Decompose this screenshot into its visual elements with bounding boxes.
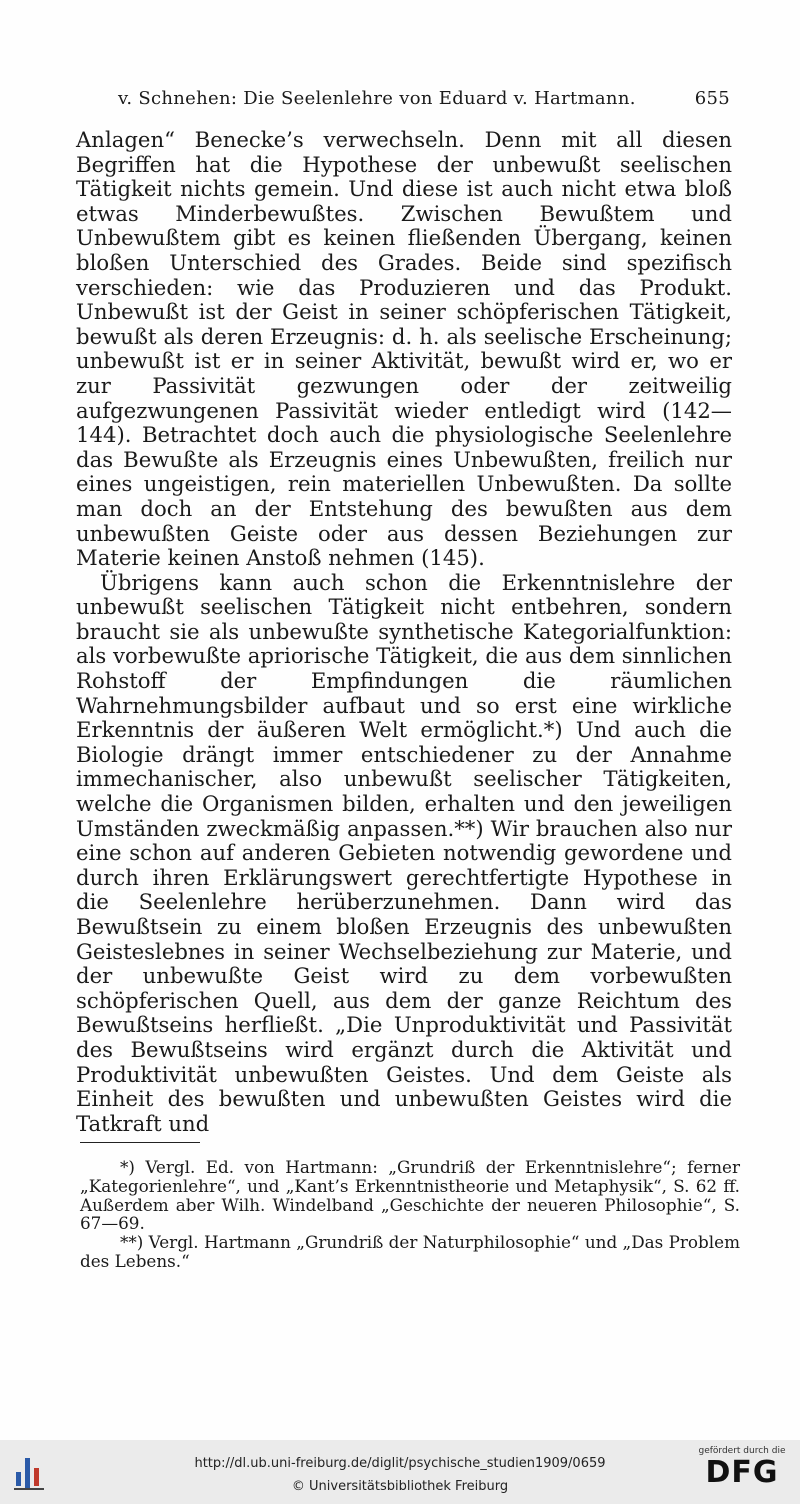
copyright-notice: © Universitätsbibliothek Freiburg: [291, 1479, 509, 1494]
footnote: **) Vergl. Hartmann „Grundriß der Naturphilosophie“ und „Das Problem des Lebens.“: [80, 1232, 740, 1271]
dfg-wordmark: DFG: [705, 1455, 779, 1490]
body-text: [76, 128, 732, 1136]
footnote-rule: [80, 1142, 200, 1143]
running-title: v. Schnehen: Die Seelenlehre von Eduard v. Hartmann.: [118, 88, 636, 109]
paragraph: Anlagen“ Benecke’s verwechseln. Denn mit all diesen Begriffen hat die Hypothese der unbewußt seelischen Tätigkeit nichts gemein. Und diese ist auch nicht etwa bloß etwas Minderbewußtes. Zwischen Bewußtem und Unbewußtem gibt es keinen fließenden Übergang, keinen bloßen Unterschied des Grades. Beide sind spezifisch verschieden: wie das Produzieren und das Produkt. Unbewußt ist der Geist in seiner schöpferischen Tätigkeit, bewußt als deren Erzeugnis: d. h. als seelische Erscheinung; unbewußt ist er in seiner Aktivität, bewußt wird er, wo er zur Passivität gezwungen oder der zeitweilig aufgezwungenen Passivität wieder entledigt wird (142—144). Betrachtet doch auch die physiologische Seelenlehre das Bewußte als Erzeugnis eines Unbewußten, freilich nur eines ungeistigen, rein materiellen Unbewußten. Da sollte man doch an der Entstehung des bewußten aus dem unbewußten Geiste oder aus dessen Beziehungen zur Materie keinen Anstoß nehmen (145).: [76, 127, 732, 571]
dfg-caption: gefördert durch die: [698, 1446, 786, 1456]
paragraph: Übrigens kann auch schon die Erkenntnislehre der unbewußt seelischen Tätigkeit nicht entbehren, sondern braucht sie als unbewußte synthetische Kategorialfunktion: als vorbewußte apriorische Tätigkeit, die aus dem sinnlichen Rohstoff der Empfindungen die räumlichen Wahrnehmungsbilder aufbaut und so erst eine wirkliche Erkenntnis der äußeren Welt ermöglicht.*) Und auch die Biologie drängt immer entschiedener zu der Annahme immechanischer, also unbewußt seelischer Tätigkeiten, welche die Organismen bilden, erhalten und den jeweiligen Umständen zweckmäßig anpassen.**) Wir brauchen also nur eine schon auf anderen Gebieten notwendig gewordene und durch ihren Erklärungswert gerechtfertigte Hypothese in die Seelenlehre herüberzunehmen. Dann wird das Bewußtsein zu einem bloßen Erzeugnis des unbewußten Geisteslebnes in seiner Wechselbeziehung zur Materie, und der unbewußte Geist wird zu dem vorbewußten schöpferischen Quell, aus dem der ganze Reichtum des Bewußtseins herfließt. „Die Unproduktivität und Passivität des Bewußtseins wird ergänzt durch die Aktivität und Produktivität unbewußten Geistes. Und dem Geiste als Einheit des bewußten und unbewußten Geistes wird die Tatkraft und: [76, 569, 732, 1136]
page-number: 655: [694, 88, 730, 109]
footnote: *) Vergl. Ed. von Hartmann: „Grundriß der Erkenntnislehre“; ferner „Kategorienlehre“, und „Kant’s Erkenntnistheorie und Metaphysik“, S. 62 ff. Außerdem aber Wilh. Windelband „Geschichte der neueren Philosophie“, S. 67—69.: [80, 1157, 740, 1234]
running-head: [118, 88, 730, 109]
document-url-link[interactable]: http://dl.ub.uni-freiburg.de/diglit/psychische_studien1909/0659: [194, 1456, 606, 1471]
dfg-logo-icon: [694, 1446, 790, 1498]
footnotes: [80, 1158, 740, 1271]
viewer-footer: [0, 1440, 800, 1504]
